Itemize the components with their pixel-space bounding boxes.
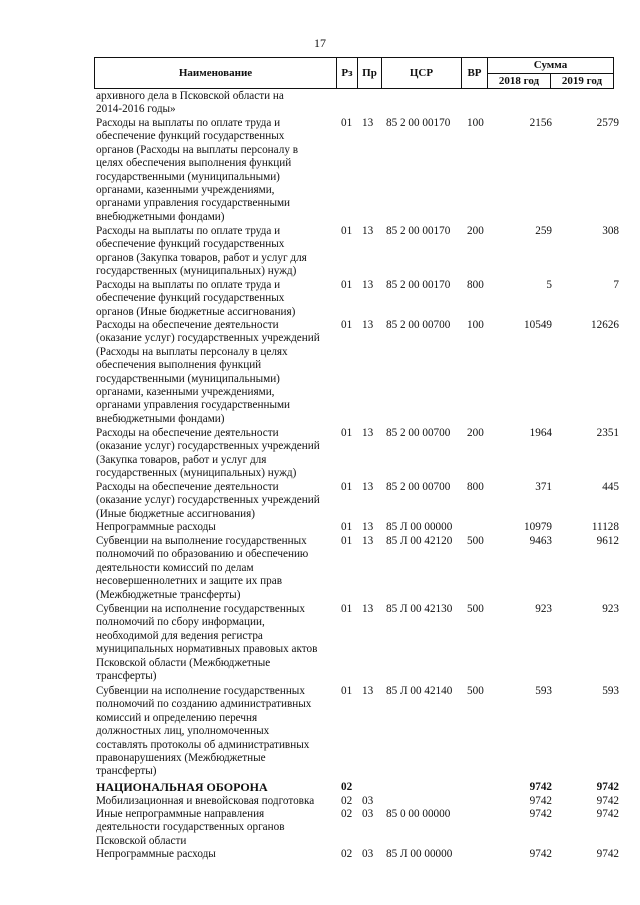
row-vr: 500 [467,685,484,697]
header-year-2019: 2019 год [550,73,613,88]
row-pr: 13 [362,427,374,439]
row-sum-2018: 10549 [524,319,552,331]
row-sum-2019: 9612 [596,535,619,547]
row-sum-2019: 923 [602,603,619,615]
row-csr: 85 2 00 00700 [386,481,451,493]
row-sum-2019: 11128 [591,521,619,533]
row-sum-2019: 9742 [596,848,619,860]
row-csr: 85 2 00 00170 [386,225,451,237]
row-sum-2019: 308 [602,225,619,237]
row-name: Мобилизационная и вневойсковая подготовка [96,795,315,807]
row-vr: 800 [467,481,484,493]
row-pr: 13 [362,279,374,291]
row-vr: 800 [467,279,484,291]
row-sum-2018: 371 [535,481,552,493]
row-rz: 01 [341,685,353,697]
row-vr: 200 [467,225,484,237]
row-sum-2018: 9742 [529,795,552,807]
row-sum-2018: 5 [546,279,552,291]
row-vr: 100 [467,117,484,129]
row-sum-2018: 9742 [529,781,552,793]
row-pr: 13 [362,535,374,547]
row-pr: 13 [362,603,374,615]
row-sum-2018: 9742 [529,848,552,860]
row-name: Субвенции на выполнение государственных полномочий по образованию и обеспечению деятельности комиссий по делам несовершеннолетних и защите их прав (Межбюджетные трансферты) [96,535,309,601]
row-pr: 13 [362,225,374,237]
row-rz: 01 [341,603,353,615]
row-name: Непрограммные расходы [96,848,216,860]
row-rz: 02 [341,781,353,793]
header-name: Наименование [178,67,253,79]
row-sum-2018: 10979 [524,521,552,533]
row-sum-2018: 2156 [529,117,552,129]
row-csr: 85 Л 00 00000 [386,521,453,533]
row-rz: 01 [341,225,353,237]
row-name: Расходы на обеспечение деятельности (оказание услуг) государственных учреждений (Закупка товаров, работ и услуг для государственных (муниципальных) нужд) [96,427,320,480]
row-pr: 13 [362,481,374,493]
row-name: Расходы на выплаты по оплате труда и обеспечение функций государственных органов (Расходы на выплаты персоналу в целях обеспечения выполнения функций государственными (муниципальными) органами, казенными учреждениями, органами управления государственными внебюджетными фондами) [96,117,298,223]
row-pr: 13 [362,117,374,129]
row-rz: 02 [341,795,353,807]
row-sum-2019: 9742 [596,795,619,807]
row-name: Субвенции на исполнение государственных полномочий по сбору информации, необходимой для ведения регистра муниципальных нормативных правовых актов Псковской области (Межбюджетные трансферты) [96,603,318,683]
row-name: Расходы на обеспечение деятельности (оказание услуг) государственных учреждений (Расходы на выплаты персоналу в целях обеспечения выполнения функций государственными (муниципальными) органами, казенными учреждениями, органами управления государственными внебюджетными фондами) [96,319,320,425]
row-name: Расходы на выплаты по оплате труда и обеспечение функций государственных органов (Закупка товаров, работ и услуг для государственных (муниципальных) нужд) [96,225,307,278]
row-rz: 02 [341,848,353,860]
row-vr: 100 [467,319,484,331]
row-sum-2018: 9742 [529,808,552,820]
row-sum-2019: 9742 [596,808,619,820]
row-pr: 13 [362,319,374,331]
table-header [94,57,614,89]
row-rz: 01 [341,521,353,533]
row-sum-2018: 923 [535,603,552,615]
row-rz: 01 [341,319,353,331]
row-name: Непрограммные расходы [96,521,216,533]
row-name: архивного дела в Псковской области на 2014-2016 годы» [96,90,284,116]
row-sum-2018: 259 [535,225,552,237]
row-sum-2019: 12626 [591,319,619,331]
row-csr: 85 0 00 00000 [386,808,451,820]
row-sum-2019: 2579 [596,117,619,129]
row-sum-2019: 445 [602,481,619,493]
row-name: Субвенции на исполнение государственных полномочий по созданию административных комиссий и определению перечня должностных лиц, уполномоченных составлять протоколы об административных правонарушениях (Межбюджетные трансферты) [96,685,312,778]
header-year-2018: 2018 год [487,73,550,88]
row-rz: 01 [341,427,353,439]
row-sum-2018: 1964 [529,427,552,439]
row-pr: 13 [362,685,374,697]
row-pr: 03 [362,808,374,820]
row-csr: 85 2 00 00170 [386,279,451,291]
row-sum-2019: 593 [602,685,619,697]
row-sum-2019: 7 [613,279,619,291]
row-csr: 85 2 00 00700 [386,427,451,439]
row-rz: 01 [341,535,353,547]
row-pr: 03 [362,848,374,860]
row-csr: 85 Л 00 42140 [386,685,453,697]
header-pr: Пр [357,58,381,88]
row-rz: 01 [341,481,353,493]
row-vr: 200 [467,427,484,439]
row-csr: 85 2 00 00170 [386,117,451,129]
row-rz: 02 [341,808,353,820]
row-sum-2018: 9463 [529,535,552,547]
page-number: 17 [314,36,326,50]
row-rz: 01 [341,117,353,129]
row-sum-2018: 593 [535,685,552,697]
row-name: Расходы на обеспечение деятельности (оказание услуг) государственных учреждений (Иные бюджетные ассигнования) [96,481,320,520]
row-name: НАЦИОНАЛЬНАЯ ОБОРОНА [96,780,268,794]
row-vr: 500 [467,535,484,547]
row-name: Иные непрограммные направления деятельности государственных органов Псковской области [96,808,285,847]
header-vr: ВР [461,58,487,88]
header-rz: Рз [336,58,357,88]
row-rz: 01 [341,279,353,291]
row-vr: 500 [467,603,484,615]
header-csr: ЦСР [381,58,461,88]
row-csr: 85 Л 00 42130 [386,603,453,615]
row-pr: 03 [362,795,374,807]
row-name: Расходы на выплаты по оплате труда и обеспечение функций государственных органов (Иные бюджетные ассигнования) [96,279,296,318]
row-sum-2019: 9742 [596,781,619,793]
row-pr: 13 [362,521,374,533]
row-csr: 85 Л 00 00000 [386,848,453,860]
header-summa: Сумма [487,58,613,73]
row-csr: 85 Л 00 42120 [386,535,453,547]
row-sum-2019: 2351 [596,427,619,439]
row-csr: 85 2 00 00700 [386,319,451,331]
